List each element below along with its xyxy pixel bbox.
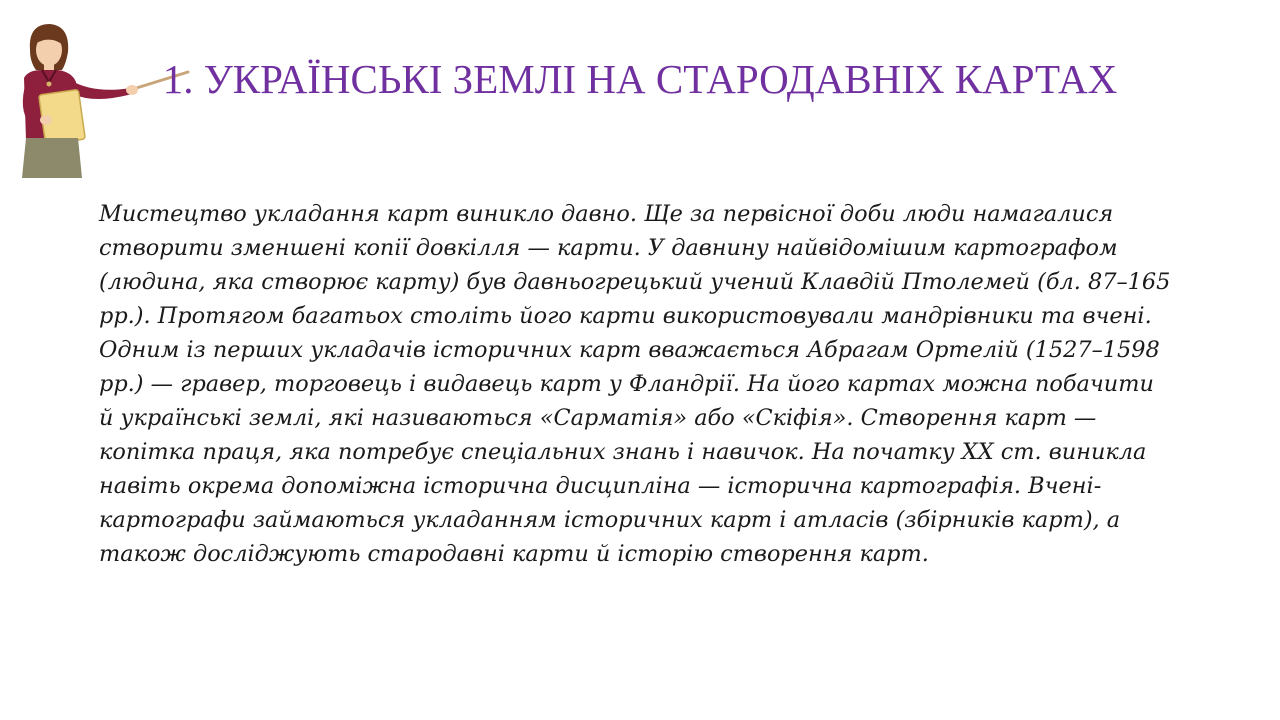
body-paragraph: Мистецтво укладання карт виникло давно. Ще за первісної доби люди намагалися створити зменшені копії довкілля — карти. У давнину найвідомішим картографом (людина, яка створює карту) був давньогрецький учений Клавдій Птолемей (бл. 87–165 рр.). Протягом багатьох століть його карти використовували мандрівники та вчені. Одним із перших укладачів історичних карт вважається Абрагам Ортелій (1527–1598 рр.) — гравер, торговець і видавець карт у Фландрії. На його картах можна побачити й українські землі, які називаються «Сарматія» або «Скіфія». Створення карт — копітка праця, яка потребує спеціальних знань і навичок. На початку XX ст. виникла навіть окрема допоміжна історична дисципліна — історична картографія. Вчені-картографи займаються укладанням історичних карт і атласів (збірників карт), а також досліджують стародавні карти й історію створення карт. — [99, 201, 1171, 567]
slide-title: 1. УКРАЇНСЬКІ ЗЕМЛІ НА СТАРОДАВНІХ КАРТАХ — [162, 56, 1118, 102]
